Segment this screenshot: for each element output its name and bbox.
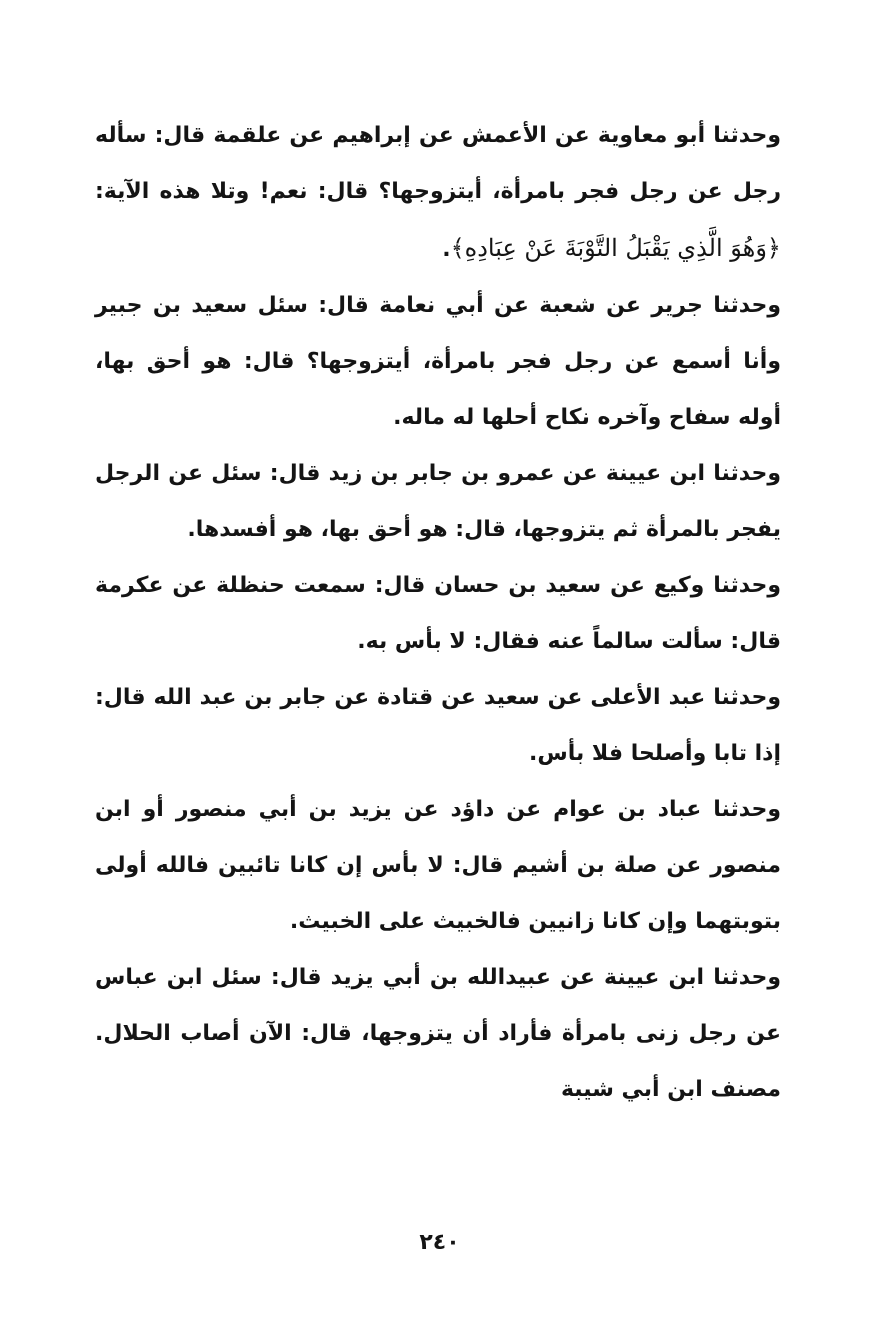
paragraph-4: وحدثنا وكيع عن سعيد بن حسان قال: سمعت حنظلة عن عكرمة قال: سألت سالماً عنه فقال: لا بأس به.	[95, 573, 781, 654]
paragraph-text-end: .	[442, 237, 451, 262]
quran-verse: ﴿وَهُوَ الَّذِي يَقْبَلُ التَّوْبَةَ عَنْ عِبَادِهِ﴾	[450, 234, 781, 262]
paragraph-7: وحدثنا ابن عيينة عن عبيدالله بن أبي يزيد قال: سئل ابن عباس عن رجل زنى بامرأة فأراد أن يتزوجها، قال: الآن أصاب الحلال. مصنف ابن أبي شيبة	[95, 965, 781, 1102]
paragraph-6: وحدثنا عباد بن عوام عن داؤد عن يزيد بن أبي منصور أو ابن منصور عن صلة بن أشيم قال: لا بأس إن كانا تائبين فالله أولى بتوبتهما وإن كانا زانيين فالخبيث على الخبيث.	[95, 797, 781, 934]
paragraph-3: وحدثنا ابن عيينة عن عمرو بن جابر بن زيد قال: سئل عن الرجل يفجر بالمرأة ثم يتزوجها، قال: هو أحق بها، هو أفسدها.	[95, 461, 781, 542]
page-number: ٢٤٠	[419, 1230, 460, 1255]
paragraph-5: وحدثنا عبد الأعلى عن سعيد عن قتادة عن جابر بن عبد الله قال: إذا تابا وأصلحا فلا بأس.	[95, 685, 781, 766]
paragraph-1	[95, 108, 781, 278]
text-body	[95, 108, 781, 1118]
paragraph-text: وحدثنا أبو معاوية عن الأعمش عن إبراهيم عن علقمة قال: سأله رجل عن رجل فجر بامرأة، أيتزوجها؟ قال: نعم! وتلا هذه الآية:	[95, 123, 781, 204]
paragraph-2: وحدثنا جرير عن شعبة عن أبي نعامة قال: سئل سعيد بن جبير وأنا أسمع عن رجل فجر بامرأة، أيتزوجها؟ قال: هو أحق بها، أوله سفاح وآخره نكاح أحلها له ماله.	[95, 293, 781, 430]
